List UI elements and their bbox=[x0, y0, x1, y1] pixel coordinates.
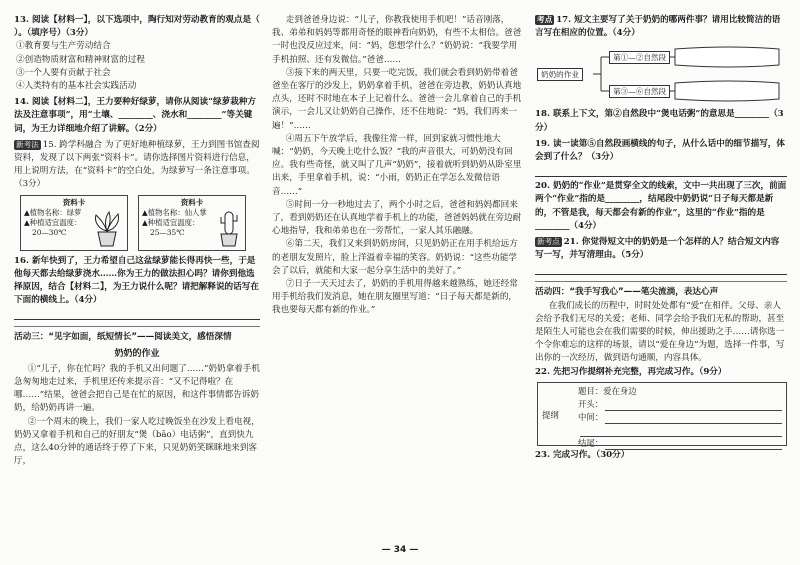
q13-option-3: ③一个人要有贡献于社会 bbox=[16, 67, 111, 78]
answer-line[interactable] bbox=[535, 262, 787, 275]
essay-outline-box bbox=[537, 382, 787, 446]
story-paragraph-2: ②一个周末的晚上，我们一家人吃过晚饭坐在沙发上看电视，奶奶又拿着手机和自己的好朋友“煲（bāo）电话粥”，直到快九点，这么40分钟的通话终于停了下来，只见奶奶笑眯眯地来到客厅， bbox=[14, 416, 260, 467]
diagram-center-box: 奶奶的作业 bbox=[537, 68, 583, 81]
card-line: 20—30℃ bbox=[32, 227, 67, 237]
answer-line[interactable] bbox=[14, 307, 260, 320]
potted-plant-icon bbox=[90, 211, 124, 247]
column-left bbox=[14, 14, 260, 535]
resource-cards bbox=[20, 195, 260, 251]
question-21-text: 21. 你觉得短文中的奶奶是一个怎样的人？结合短文内容写一写，并写清理由。（5分） bbox=[535, 237, 780, 261]
column-right bbox=[535, 14, 787, 535]
outline-row-label: 开头： bbox=[578, 398, 604, 409]
outline-row[interactable] bbox=[578, 411, 782, 424]
new-point-tag: 新考点 bbox=[537, 237, 560, 247]
outline-row[interactable] bbox=[578, 437, 782, 450]
outline-fill-line[interactable] bbox=[605, 414, 782, 424]
outline-title-row bbox=[578, 385, 782, 398]
diagram-bottom-box: 第③—⑥自然段 bbox=[609, 85, 670, 98]
story-structure-diagram bbox=[535, 44, 787, 104]
q13-option-2: ②创造物质财富和精神财富的过程 bbox=[16, 54, 145, 65]
story-paragraph-1: ①“儿子，你在忙吗？我的手机又出问题了……”奶奶拿着手机急匆匆地走过来，手机里还传来提示音：“又不记得啦？在哪……”结果，爸爸会把自己是在忙的原因，和这件事情都告诉奶奶，给奶奶再讲一遍。 bbox=[14, 363, 260, 414]
q13-option-4: ④人类特有的基本社会实践活动 bbox=[16, 81, 137, 92]
story-paragraph: ③接下来的两天里，只要一吃完饭，我们就会看到奶奶带着爸爸坐在客厅的沙发上，奶奶拿着手机，爸爸在旁边教，奶奶认真地点头，还时不时地在本子上记着什么。爸爸一会儿拿着自己的手机演示，一会儿又让奶奶自己操作，还不住地说：“妈，我们再来一遍！”…… bbox=[272, 67, 522, 131]
question-15-text: 15. 跨学科融合 为了更好地种植绿萝，王力到图书馆查阅资料，发现了以下两张“资料卡”。请你选择图片资料进行信息，用上说明方法，在“资料卡”的空白处，为绿萝写一条注意事项。（3分） bbox=[14, 139, 260, 190]
card-line: ▲植物名称：绿萝 bbox=[24, 207, 82, 217]
story-paragraph: ⑤时间一分一秒地过去了，两个小时之后，爸爸和妈妈都回来了，看到奶奶还在认真地学着手机上的功能，爸爸妈妈就在旁边耐心地指导，我和弟弟也在一旁帮忙，一家人其乐融融。 bbox=[272, 199, 522, 237]
outline-title: 题目：爱在身边 bbox=[578, 385, 637, 396]
question-16: 16. 新年快到了，王力希望自己这盆绿萝能长得再快一些，于是他每天都去给绿萝浇水……你为王力的做法担心吗？请你到他选择原因，结合【材料二】，为王力说什么呢？请把解释说的话写在下面的横线上。（4分） bbox=[14, 255, 259, 306]
question-21 bbox=[535, 236, 787, 262]
outline-fill-line[interactable] bbox=[605, 440, 782, 450]
question-15 bbox=[14, 139, 260, 192]
outline-row-label: 中间： bbox=[578, 411, 604, 422]
story-paragraph: ⑦日子一天天过去了，奶奶的手机用得越来越熟练，她还经常用手机给我们发消息，她在朋友圈里写道：“日子每天都是新的，我也要每天都有新的作业。” bbox=[272, 279, 518, 316]
card-title: 资料卡 bbox=[62, 197, 86, 207]
activity-4-prompt: 在我们成长的历程中，时时处处都有“爱”在相伴。父母、亲人会给予我们无尽的关爱；老师、同学会给予我们无私的帮助，甚至是陌生人可能也会在我们需要的时候，伸出援助之手……请你选一个令你难忘的这样的场景，请以“爱在身边”为题，选择一件事，写出你的一次经历，做到语句通顺，内容具体。 bbox=[535, 300, 785, 364]
story-title: 奶奶的作业 bbox=[114, 348, 160, 359]
page-number: — 34 — bbox=[381, 545, 419, 555]
question-23: 23. 完成习作。（30分） bbox=[535, 449, 630, 460]
question-14: 14. 阅读【材料二】，王力要种好绿萝，请你从阅读“绿萝栽种方法及注意事项”，用“土壤、________、浇水和________”等关键词，为王力详细地介绍了讲解。（2分） bbox=[14, 97, 257, 134]
key-point-tag: 考点 bbox=[537, 15, 553, 24]
divider bbox=[14, 326, 260, 327]
story-paragraph: ④周五下午放学后，我像往常一样，回到家就习惯性地大喊：“奶奶，今天晚上吃什么饭？”我的声音很大，可奶奶没有回应。我有些奇怪，就又叫了几声“奶奶”，接着就听到奶奶从卧室里出来，手里拿着手机，说：“小雨，奶奶正在学怎么发微信语音……” bbox=[272, 133, 522, 197]
new-method-tag: 新考法 bbox=[16, 139, 39, 149]
question-17 bbox=[535, 14, 787, 40]
question-22: 22. 先把习作提纲补充完整，再完成习作。（9分） bbox=[535, 366, 727, 377]
card-title: 资料卡 bbox=[180, 197, 204, 207]
divider bbox=[535, 281, 787, 282]
question-17-text: 17. 短文主要写了关于奶奶的哪两件事？请用比较简洁的语言写在相应的位置。（4分） bbox=[535, 15, 781, 39]
resource-card-cactus bbox=[138, 195, 246, 251]
outline-row-label: 结尾： bbox=[578, 437, 604, 448]
outline-row[interactable] bbox=[578, 398, 782, 411]
cactus-icon bbox=[216, 209, 242, 247]
outline-fill-line[interactable] bbox=[605, 401, 782, 411]
outline-row[interactable] bbox=[578, 424, 782, 437]
outline-fill-line[interactable] bbox=[580, 427, 782, 437]
card-line: ▲种植适宜温度： bbox=[142, 217, 200, 227]
card-line: 25—35℃ bbox=[150, 227, 185, 237]
question-20: 20. 奶奶的“作业”是贯穿全文的线索，文中一共出现了三次，前面两个“作业”指的是________，结尾段中奶奶说“日子每天都是新的，不管是我，每天都会有新的作业”，这里的“作业”指的是________（4分） bbox=[535, 181, 787, 231]
diagram-top-box: 第①—②自然段 bbox=[609, 51, 670, 64]
answer-line[interactable] bbox=[535, 164, 787, 177]
card-line: ▲植物名称：仙人掌 bbox=[142, 207, 207, 217]
story-paragraph: ⑥第二天，我们又来到奶奶房间，只见奶奶正在用手机给远方的老朋友发照片，脸上洋溢着幸福的笑容。奶奶说：“这些功能学会了以后，就能和大家一起分享生活中的美好了。” bbox=[272, 239, 518, 276]
question-18: 18. 联系上下文，第②自然段中“煲电话粥”的意思是________（3分） bbox=[535, 109, 784, 133]
activity-3-heading: 活动三：“见字如面，纸短情长”——阅读美文，感悟深情 bbox=[14, 332, 232, 343]
outline-label: 提纲 bbox=[542, 409, 559, 420]
column-middle bbox=[272, 14, 524, 535]
question-13: 13. 阅读【材料一】，以下选项中，陶行知对劳动教育的观点是（ ）。（填序号）（3分） bbox=[14, 15, 260, 39]
story-paragraph: 走到爸爸身边说：“儿子，你教我使用手机吧！”话音刚落，我、弟弟和妈妈等都用奇怪的眼神看向奶奶，有些不太相信。爸爸一时也没反应过来，问：“妈，您想学什么？”奶奶说：“我要学用手机拍照、还有发微信。”爸爸…… bbox=[272, 15, 522, 65]
q13-option-1: ①教育要与生产劳动结合 bbox=[16, 41, 111, 52]
activity-4-heading: 活动四：“我手写我心”——笔尖流淌，表达心声 bbox=[535, 287, 719, 298]
card-line: ▲种植适宜温度： bbox=[24, 217, 82, 227]
question-19: 19. 读一读第⑤自然段画横线的句子，从什么话中的细节描写，体会到了什么？（3分） bbox=[535, 138, 785, 163]
resource-card-pothos bbox=[20, 195, 128, 251]
